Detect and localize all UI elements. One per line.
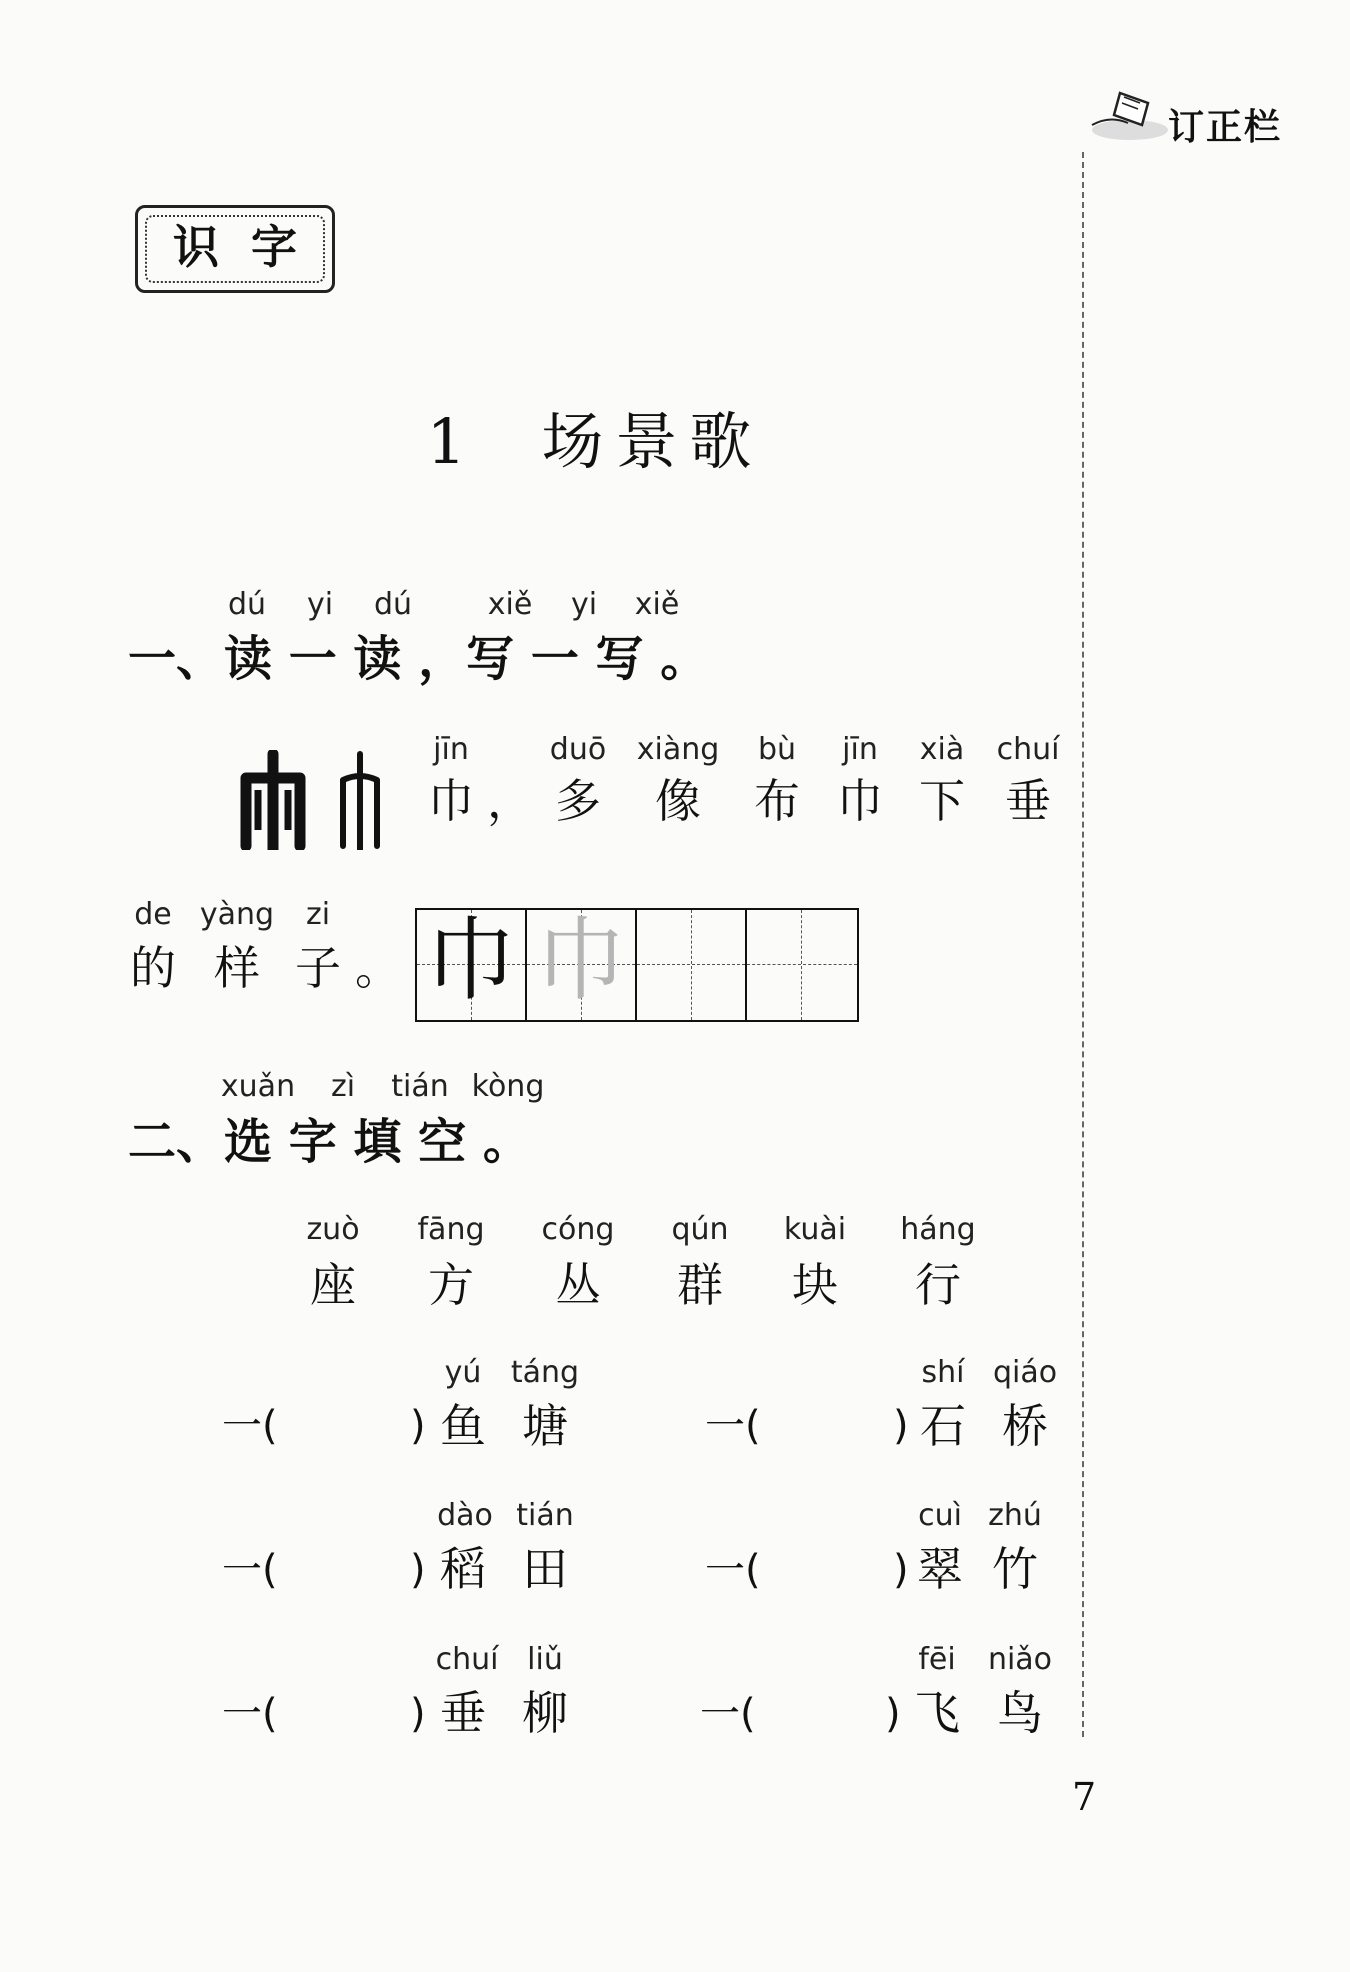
lesson-title: 1 场景歌 xyxy=(426,405,764,478)
l2-pinyin-0: de xyxy=(134,897,172,932)
eraser-icon xyxy=(1090,85,1170,145)
item-char: 鱼 xyxy=(440,1399,486,1453)
q1-pinyin-0: dú xyxy=(227,587,267,622)
opt-pinyin-0: zuò xyxy=(306,1212,360,1247)
l2-char-2: 子 xyxy=(295,941,341,995)
item-prefix: 一( xyxy=(222,1547,278,1593)
blank-answer[interactable] xyxy=(300,1544,410,1596)
item-prefix: 一( xyxy=(705,1547,761,1593)
opt-pinyin-1: fāng xyxy=(417,1212,485,1247)
item-char: 桥 xyxy=(1002,1399,1048,1453)
item-suffix: ) xyxy=(410,1691,426,1737)
q2-pinyin-1: zì xyxy=(330,1069,356,1104)
opt-char-1: 方 xyxy=(428,1258,474,1312)
item-pinyin: niǎo xyxy=(987,1642,1053,1677)
grid-cell-empty[interactable] xyxy=(637,910,747,1020)
opt-char-4: 块 xyxy=(792,1258,838,1312)
item-prefix: 一( xyxy=(700,1691,756,1737)
item-pinyin: liǔ xyxy=(527,1642,563,1677)
item-prefix: 一( xyxy=(705,1403,761,1449)
l1-pinyin-5: xià xyxy=(919,732,965,767)
l1-char-6: 下 xyxy=(919,774,965,828)
opt-pinyin-2: cóng xyxy=(541,1212,615,1247)
l1-pinyin-1: duō xyxy=(549,732,607,767)
l1-pinyin-6: chuí xyxy=(996,732,1060,767)
item-char: 鸟 xyxy=(997,1686,1043,1740)
item-pinyin: dào xyxy=(437,1498,493,1533)
item-char: 飞 xyxy=(914,1686,960,1740)
grid-cell-empty[interactable] xyxy=(747,910,857,1020)
q1-pinyin-3: xiě xyxy=(487,587,533,622)
opt-pinyin-3: qún xyxy=(671,1212,729,1247)
blank-answer[interactable] xyxy=(300,1400,410,1452)
l2-char-3: 。 xyxy=(355,941,401,995)
item-suffix: ) xyxy=(893,1403,909,1449)
item-pinyin: zhú xyxy=(988,1498,1042,1533)
l2-pinyin-2: zi xyxy=(305,897,331,932)
writing-grid xyxy=(415,908,859,1022)
blank-answer[interactable] xyxy=(783,1544,893,1596)
opt-char-2: 丛 xyxy=(555,1258,601,1312)
l2-char-0: 的 xyxy=(130,941,176,995)
q2-pinyin-2: tián xyxy=(391,1069,449,1104)
item-char: 翠 xyxy=(917,1542,963,1596)
opt-char-5: 行 xyxy=(915,1258,961,1312)
opt-pinyin-4: kuài xyxy=(783,1212,847,1247)
item-prefix: 一( xyxy=(222,1691,278,1737)
section-badge-text: 识 字 xyxy=(172,220,298,274)
l1-char-2: 多 xyxy=(555,774,601,828)
item-pinyin: chuí xyxy=(435,1642,499,1677)
item-char: 石 xyxy=(920,1399,966,1453)
item-char: 柳 xyxy=(522,1686,568,1740)
q2-pinyin-0: xuǎn xyxy=(220,1069,296,1104)
q1-pinyin-5: xiě xyxy=(634,587,680,622)
q1-pinyin-4: yi xyxy=(570,587,598,622)
item-pinyin: shí xyxy=(921,1355,965,1390)
l1-pinyin-3: bù xyxy=(757,732,797,767)
q2-pinyin-3: kòng xyxy=(471,1069,545,1104)
q1-title: 一、读 一 读 ，写 一 写 。 xyxy=(128,631,709,687)
item-prefix: 一( xyxy=(222,1403,278,1449)
l1-char-7: 垂 xyxy=(1005,774,1051,828)
item-suffix: ) xyxy=(410,1547,426,1593)
opt-char-0: 座 xyxy=(310,1258,356,1312)
correction-column-label: 订正栏 xyxy=(1168,107,1283,148)
blank-answer[interactable] xyxy=(300,1688,410,1740)
opt-char-3: 群 xyxy=(677,1258,723,1312)
trace-char: 巾 xyxy=(536,908,626,1013)
item-char: 竹 xyxy=(992,1542,1038,1596)
blank-answer[interactable] xyxy=(778,1688,888,1740)
grid-cell-trace[interactable] xyxy=(527,910,637,1020)
ancient-glyph-bronze xyxy=(335,750,385,850)
l1-char-5: 巾 xyxy=(837,774,883,828)
model-char: 巾 xyxy=(426,908,516,1013)
blank-answer[interactable] xyxy=(783,1400,893,1452)
l1-pinyin-2: xiàng xyxy=(636,732,720,767)
page-number: 7 xyxy=(1072,1775,1097,1819)
correction-column-divider xyxy=(1082,152,1084,1737)
l1-pinyin-4: jīn xyxy=(842,732,878,767)
item-suffix: ) xyxy=(893,1547,909,1593)
item-suffix: ) xyxy=(885,1691,901,1737)
l2-char-1: 样 xyxy=(214,941,260,995)
ancient-glyph-seal xyxy=(240,750,306,850)
item-suffix: ) xyxy=(410,1403,426,1449)
item-pinyin: táng xyxy=(510,1355,580,1390)
item-char: 田 xyxy=(522,1542,568,1596)
l1-char-0: 巾 xyxy=(428,774,474,828)
grid-cell-model xyxy=(417,910,527,1020)
l1-pinyin-0: jīn xyxy=(433,732,469,767)
l1-char-3: 像 xyxy=(655,774,701,828)
l1-char-4: 布 xyxy=(754,774,800,828)
item-pinyin: cuì xyxy=(918,1498,962,1533)
item-pinyin: yú xyxy=(444,1355,482,1390)
l1-char-1: ， xyxy=(487,774,533,828)
item-char: 稻 xyxy=(440,1542,486,1596)
q1-pinyin-2: dú xyxy=(373,587,413,622)
item-pinyin: qiáo xyxy=(992,1355,1058,1390)
item-pinyin: fēi xyxy=(918,1642,956,1677)
item-char: 垂 xyxy=(440,1686,486,1740)
q2-title: 二、选 字 填 空 。 xyxy=(128,1114,531,1170)
q1-pinyin-1: yi xyxy=(306,587,334,622)
opt-pinyin-5: háng xyxy=(900,1212,976,1247)
item-char: 塘 xyxy=(522,1399,568,1453)
item-pinyin: tián xyxy=(516,1498,574,1533)
correction-column-header xyxy=(1090,85,1320,155)
l2-pinyin-1: yàng xyxy=(199,897,275,932)
